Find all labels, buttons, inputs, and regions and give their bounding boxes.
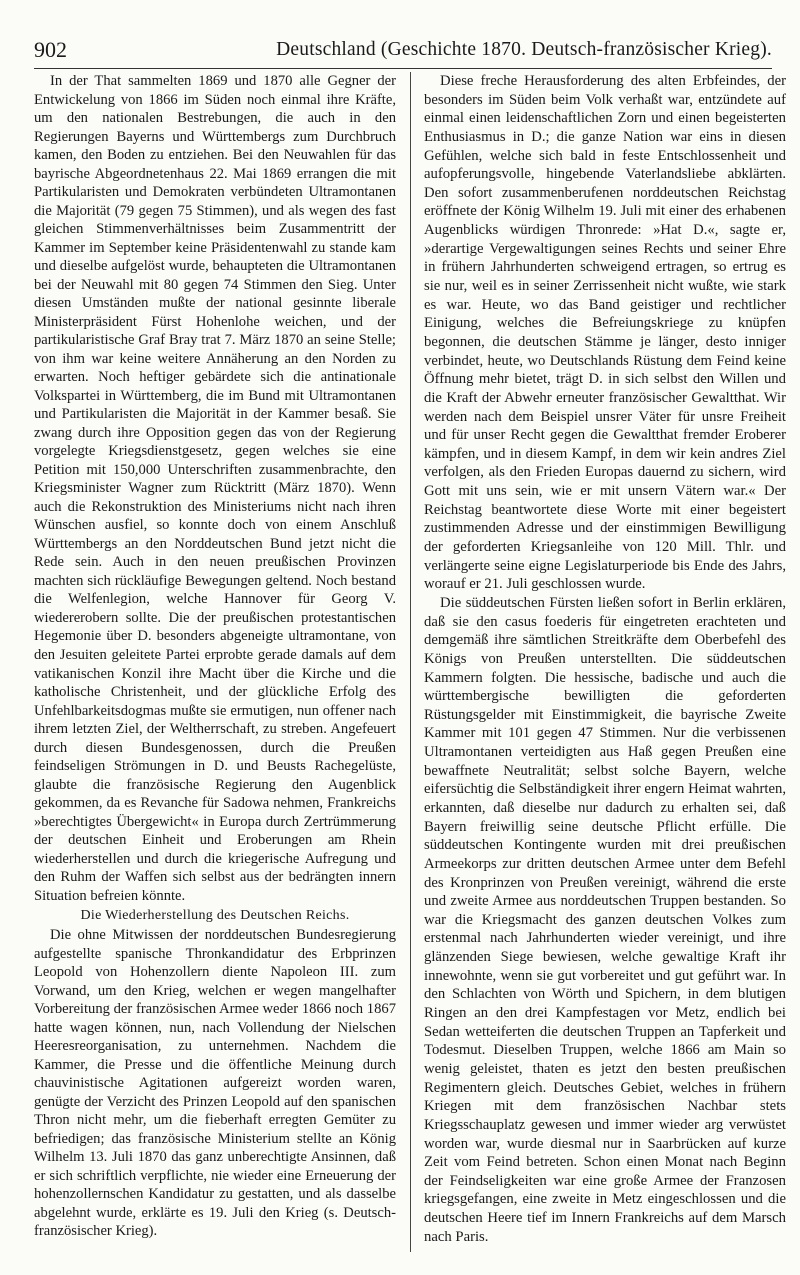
section-heading: Die Wiederherstellung des Deutschen Reichs. — [80, 908, 350, 924]
left-column — [34, 72, 396, 1241]
paragraph: Diese freche Herausforderung des alten Erbfeindes, der besonders im Süden beim Volk verhaßt war, entzündete auf einmal einen leidenschaftlichen Zorn und einen begeisterten Enthusiasmus in D.; die ganze Nation war eins in diesen Gefühlen, welche sich bald in feste Entschlossenheit und aufopferungsvolle, hingebende Vaterlandsliebe abklärten. Den sofort zusammenberufenen norddeutschen Reichstag eröffnete der König Wilhelm 19. Juli mit einer des erhabenen Augenblicks würdigen Thronrede: »Hat D.«, sagte er, »derartige Vergewaltigungen seines Rechts und seiner Ehre in frühern Jahrhunderten schweigend ertragen, so ertrug es sie nur, weil es in seiner Zerrissenheit nicht wußte, wie stark es war. Heute, wo das Band geistiger und rechtlicher Einigung, welches die Befreiungskriege zu knüpfen begonnen, die deutschen Stämme je länger, desto inniger verbindet, heute, wo Deutschlands Rüstung dem Feind keine Öffnung mehr bietet, trägt D. in sich selbst den Willen und die Kraft der Abwehr erneuter französischer Gewaltthat. Wir werden nach dem Beispiel unsrer Väter für unsre Freiheit und für unser Recht gegen die Gewaltthat fremder Eroberer kämpfen, und in diesem Kampf, in dem wir kein andres Ziel verfolgen, als den Frieden Europas dauernd zu sichern, wird Gott mit uns sein, wie er mit unsern Vätern war.« Der Reichstag beantwortete diese Worte mit einer begeistert zustimmenden Adresse und der einstimmigen Bewilligung der geforderten Kriegsanleihe von 120 Mill. Thlr. und verlängerte seine eigne Legislaturperiode bis Ende des Jahrs, worauf er 21. Juli geschlossen wurde. — [424, 73, 786, 593]
page-number: 902 — [34, 37, 67, 62]
running-title: Deutschland (Geschichte 1870. Deutsch-französischer Krieg). — [276, 39, 772, 60]
paragraph: Die ohne Mitwissen der norddeutschen Bundesregierung aufgestellte spanische Thronkandidatur des Erbprinzen Leopold von Hohenzollern diente Napoleon III. zum Vorwand, um den Krieg, welchen er wegen mangelhafter Vorbereitung der französischen Armee weder 1866 noch 1867 hatte wagen können, nun, nach Vollendung der Nielschen Heeresreorganisation, zu unternehmen. Nachdem die Kammer, die Presse und die öffentliche Meinung durch chauvinistische Agitationen aufgereizt worden waren, genügte der Verzicht des Prinzen Leopold auf den spanischen Thron nicht mehr, um die fieberhaft erregten Gemüter zu befriedigen; das französische Ministerium stellte an König Wilhelm 13. Juli 1870 das ganz unberechtigte Ansinnen, daß er sich schriftlich verpflichte, nie wieder eine Erneuerung der hohenzollernschen Kandidatur zu gestatten, und als dasselbe abgelehnt wurde, erklärte es 19. Juli den Krieg (s. Deutsch-französischer Krieg). — [34, 927, 396, 1240]
column-divider — [410, 72, 411, 1252]
paragraph: Die süddeutschen Fürsten ließen sofort in Berlin erklären, daß sie den casus foederis für eingetreten erachteten und demgemäß ihre sämtlichen Streitkräfte dem Oberbefehl des Königs von Preußen unterstellten. Die süddeutschen Kammern folgten. Die hessische, badische und auch die württembergische bewilligten die geforderten Rüstungsgelder mit Einstimmigkeit, die bayrische Zweite Kammer mit 101 gegen 47 Stimmen. Nur die verbissenen Ultramontanen verteidigten aus Haß gegen Preußen eine bewaffnete Neutralität; selbst solche Bayern, welche eifersüchtig die Selbständigkeit ihrer engern Heimat wahrten, erkannten, daß dieselbe nur dadurch zu erhalten sei, daß Bayern freiwillig seine deutsche Pflicht erfülle. Die süddeutschen Kontingente wurden mit drei preußischen Armeekorps zur dritten deutschen Armee unter dem Befehl des Kronprinzen von Preußen vereinigt, während die erste und zweite Armee aus norddeutschen Truppen bestanden. So war die Kriegsmacht des ganzen deutschen Volkes zum erstenmal nach Jahrhunderten wieder vereinigt, und ihre glänzenden Siege bewiesen, welche gewaltige Kraft ihr innewohnte, wenn sie gut vorbereitet und gut geführt war. In den Schlachten von Wörth und Spichern, in dem blutigen Ringen an den drei Kampfestagen vor Metz, endlich bei Sedan wetteiferten die deutschen Truppen an Tapferkeit und Todesmut. Dieselben Truppen, welche 1866 am Main so wenig geleistet, thaten es jetzt den besten preußischen Regimentern gleich. Deutsches Gebiet, welches in frühern Kriegen mit dem französischen Nachbar stets Kriegsschauplatz gewesen und immer wieder arg verwüstet worden war, wurde diesmal nur in Saarbrücken auf kurze Zeit vom Feind betreten. Schon einen Monat nach Beginn der Feindseligkeiten war eine große Armee der Franzosen kriegsgefangen, eine zweite in Metz eingeschlossen und die deutschen Heere tief im Innern Frankreichs auf dem Marsch nach Paris. — [424, 594, 786, 1245]
header-rule — [34, 68, 772, 69]
page-header — [34, 36, 772, 66]
paragraph: In der That sammelten 1869 und 1870 alle Gegner der Entwickelung von 1866 im Süden noch einmal ihre Kräfte, um den nationalen Bestrebungen, die auch in den Regierungen Bayerns und Württembergs zum Durchbruch kamen, den Boden zu entziehen. Bei den Neuwahlen für das bayrische Abgeordnetenhaus 22. Mai 1869 errangen die mit Partikularisten und Demokraten verbündeten Ultramontanen die Majorität (79 gegen 75 Stimmen), und als wegen des fast gleichen Stimmenverhältnisses beim Zusammentritt der Kammer im September keine Präsidentenwahl zu stande kam und dieselbe aufgelöst wurde, behaupteten die Ultramontanen bei der Neuwahl mit 80 gegen 74 Stimmen den Sieg. Unter diesen Umständen mußte der national gesinnte liberale Ministerpräsident Fürst Hohenlohe weichen, und der partikularistische Graf Bray trat 7. März 1870 an seine Stelle; von ihm war keine weitere Annäherung an den Norden zu erwarten. Noch heftiger gebärdete sich die antinationale Volkspartei in Württemberg, die im Bund mit Ultramontanen und Partikularisten die Majorität in der Kammer besaß. Sie zwang durch ihre Opposition gegen das von der Regierung vorgelegte Kriegsdienstgesetz, gegen welches sie eine Petition mit 150,000 Unterschriften zusammenbrachte, den Kriegsminister Wagner zum Rücktritt (März 1870). Wenn auch die Rekonstruktion des Ministeriums nicht nach ihren Wünschen ausfiel, so konnte doch von einem Anschluß Württembergs an den Norddeutschen Bund jetzt nicht die Rede sein. Auch in den neuen preußischen Provinzen machten sich rückläufige Bewegungen geltend. Noch bestand die Welfenlegion, welche Hannover für Georg V. wiedererobern sollte. Die der preußischen protestantischen Hegemonie über D. besonders abgeneigte ultramontane, von den Jesuiten geleitete Partei erprobte gerade damals auf dem vatikanischen Konzil ihre Macht über die Kirche und die katholische Christenheit, und der glückliche Erfolg des Unfehlbarkeitsdogmas mußte sie ermutigen, nun offener nach ihrem letzten Ziel, der Weltherrschaft, zu streben. Angefeuert durch diesen Bundesgenossen, durch die Preußen feindseligen Strömungen in D. und Beusts Rachegelüste, glaubte die französische Regierung den Augenblick gekommen, da es Revanche für Sadowa nehmen, Frankreichs »berechtigtes Übergewicht« in Europa durch Zertrümmerung der deutschen Einheit und Eroberungen am Rhein wiederherstellen und durch die kriegerische Aufregung und den Ruhm der Waffen sich selbst aus der bedrängten innern Situation befreien könnte. — [34, 73, 396, 904]
right-column — [424, 72, 786, 1246]
